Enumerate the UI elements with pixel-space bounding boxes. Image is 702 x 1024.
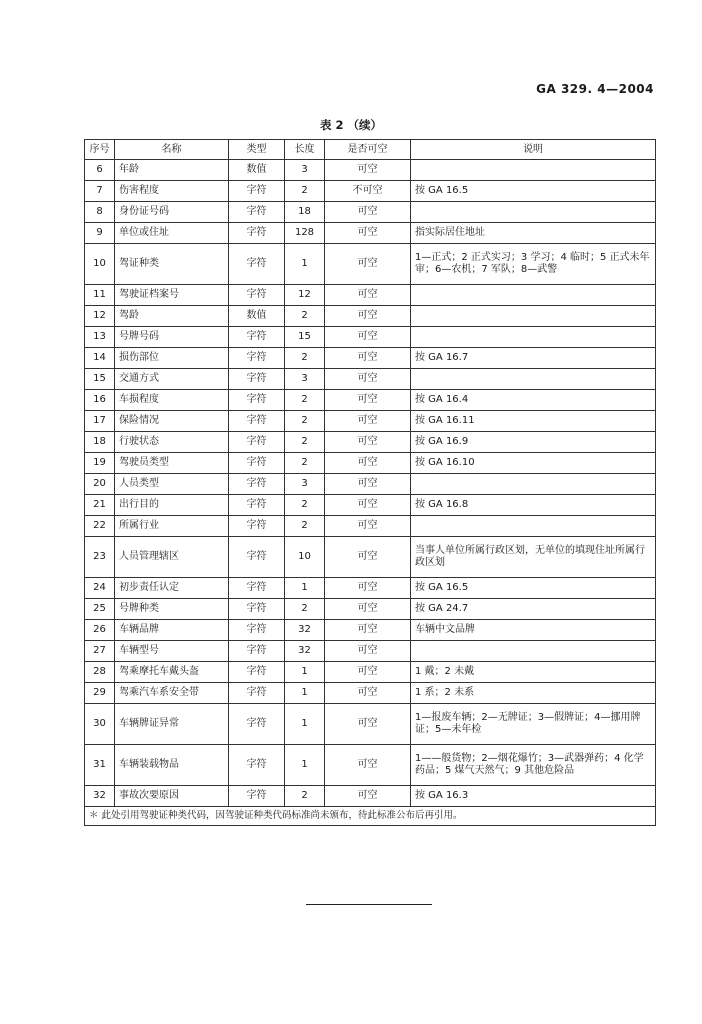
- table-row: [85, 516, 656, 537]
- cell-nullable: 可空: [325, 348, 411, 369]
- end-rule: [306, 904, 432, 905]
- cell-nullable: 可空: [325, 578, 411, 599]
- cell-type: 字符: [229, 285, 285, 306]
- table-row: [85, 662, 656, 683]
- cell-no: 22: [85, 516, 115, 537]
- cell-length: 12: [285, 285, 325, 306]
- cell-type: 字符: [229, 411, 285, 432]
- cell-name: 驾驶证档案号: [115, 285, 229, 306]
- cell-no: 32: [85, 786, 115, 807]
- table-caption: 表 2 （续）: [319, 118, 382, 132]
- cell-description: [411, 369, 656, 390]
- cell-nullable: 可空: [325, 599, 411, 620]
- cell-nullable: 可空: [325, 495, 411, 516]
- cell-description: [411, 306, 656, 327]
- table-row: [85, 495, 656, 516]
- cell-type: 字符: [229, 620, 285, 641]
- cell-type: 字符: [229, 327, 285, 348]
- cell-name: 车辆型号: [115, 641, 229, 662]
- cell-name: 驾证种类: [115, 244, 229, 285]
- cell-description: 按 GA 16.3: [411, 786, 656, 807]
- cell-description: [411, 516, 656, 537]
- cell-name: 事故次要原因: [115, 786, 229, 807]
- cell-no: 6: [85, 160, 115, 181]
- cell-no: 24: [85, 578, 115, 599]
- cell-no: 21: [85, 495, 115, 516]
- table-row: [85, 244, 656, 285]
- table-row: [85, 411, 656, 432]
- cell-description: 1—报废车辆；2—无牌证；3—假牌证；4—挪用牌证；5—未年检: [411, 704, 656, 745]
- cell-length: 18: [285, 202, 325, 223]
- cell-nullable: 可空: [325, 704, 411, 745]
- cell-length: 1: [285, 704, 325, 745]
- cell-nullable: 可空: [325, 160, 411, 181]
- cell-length: 2: [285, 390, 325, 411]
- cell-nullable: 可空: [325, 516, 411, 537]
- table-body: [85, 160, 656, 807]
- cell-length: 15: [285, 327, 325, 348]
- cell-name: 号牌号码: [115, 327, 229, 348]
- cell-description: [411, 327, 656, 348]
- cell-no: 27: [85, 641, 115, 662]
- cell-nullable: 可空: [325, 453, 411, 474]
- table-row: [85, 599, 656, 620]
- cell-type: 字符: [229, 202, 285, 223]
- table-header-row: [85, 140, 656, 160]
- cell-length: 2: [285, 306, 325, 327]
- cell-nullable: 可空: [325, 683, 411, 704]
- table-row: [85, 537, 656, 578]
- cell-type: 字符: [229, 495, 285, 516]
- cell-description: [411, 160, 656, 181]
- cell-no: 9: [85, 223, 115, 244]
- cell-description: 1 系；2 未系: [411, 683, 656, 704]
- cell-length: 2: [285, 181, 325, 202]
- cell-no: 20: [85, 474, 115, 495]
- cell-name: 单位或住址: [115, 223, 229, 244]
- cell-no: 25: [85, 599, 115, 620]
- cell-length: 32: [285, 641, 325, 662]
- cell-type: 字符: [229, 578, 285, 599]
- table-row: [85, 160, 656, 181]
- table-row: [85, 369, 656, 390]
- cell-type: 字符: [229, 516, 285, 537]
- cell-type: 字符: [229, 683, 285, 704]
- cell-description: 按 GA 16.10: [411, 453, 656, 474]
- cell-type: 数值: [229, 160, 285, 181]
- cell-no: 29: [85, 683, 115, 704]
- cell-description: [411, 641, 656, 662]
- table-row: [85, 306, 656, 327]
- cell-nullable: 可空: [325, 641, 411, 662]
- cell-name: 号牌种类: [115, 599, 229, 620]
- table-row: [85, 704, 656, 745]
- col-header-length: 长度: [285, 140, 325, 160]
- cell-no: 28: [85, 662, 115, 683]
- cell-description: 按 GA 16.5: [411, 578, 656, 599]
- cell-name: 交通方式: [115, 369, 229, 390]
- cell-name: 损伤部位: [115, 348, 229, 369]
- cell-type: 数值: [229, 306, 285, 327]
- cell-type: 字符: [229, 786, 285, 807]
- cell-length: 2: [285, 786, 325, 807]
- cell-description: 1 戴；2 未戴: [411, 662, 656, 683]
- cell-name: 驾驶员类型: [115, 453, 229, 474]
- cell-no: 19: [85, 453, 115, 474]
- cell-name: 驾乘摩托车戴头盔: [115, 662, 229, 683]
- cell-length: 32: [285, 620, 325, 641]
- cell-type: 字符: [229, 348, 285, 369]
- cell-name: 车辆牌证异常: [115, 704, 229, 745]
- table-row: [85, 683, 656, 704]
- cell-nullable: 可空: [325, 662, 411, 683]
- cell-name: 保险情况: [115, 411, 229, 432]
- cell-length: 2: [285, 516, 325, 537]
- cell-description: [411, 474, 656, 495]
- table-row: [85, 390, 656, 411]
- cell-name: 车损程度: [115, 390, 229, 411]
- cell-name: 驾龄: [115, 306, 229, 327]
- cell-description: 按 GA 16.8: [411, 495, 656, 516]
- cell-nullable: 可空: [325, 306, 411, 327]
- cell-nullable: 可空: [325, 786, 411, 807]
- cell-no: 13: [85, 327, 115, 348]
- table-row: [85, 327, 656, 348]
- cell-name: 伤害程度: [115, 181, 229, 202]
- cell-nullable: 可空: [325, 327, 411, 348]
- field-table: [84, 139, 656, 826]
- cell-description: 按 GA 16.11: [411, 411, 656, 432]
- cell-name: 出行目的: [115, 495, 229, 516]
- cell-name: 车辆品牌: [115, 620, 229, 641]
- table-row: [85, 285, 656, 306]
- cell-nullable: 可空: [325, 369, 411, 390]
- col-header-no: 序号: [85, 140, 115, 160]
- cell-type: 字符: [229, 432, 285, 453]
- footnote: ＊ 此处引用驾驶证种类代码，因驾驶证种类代码标准尚未颁布，待此标准公布后再引用。: [85, 807, 656, 826]
- cell-type: 字符: [229, 537, 285, 578]
- cell-length: 2: [285, 453, 325, 474]
- cell-nullable: 可空: [325, 244, 411, 285]
- cell-length: 3: [285, 160, 325, 181]
- cell-name: 行驶状态: [115, 432, 229, 453]
- cell-nullable: 可空: [325, 202, 411, 223]
- cell-description: [411, 285, 656, 306]
- cell-no: 18: [85, 432, 115, 453]
- table-row: [85, 348, 656, 369]
- table-row: [85, 432, 656, 453]
- table-row: [85, 202, 656, 223]
- cell-name: 人员类型: [115, 474, 229, 495]
- cell-no: 17: [85, 411, 115, 432]
- cell-no: 16: [85, 390, 115, 411]
- cell-nullable: 可空: [325, 745, 411, 786]
- table-row: [85, 474, 656, 495]
- table-row: [85, 223, 656, 244]
- cell-nullable: 可空: [325, 411, 411, 432]
- cell-description: [411, 202, 656, 223]
- cell-description: 按 GA 24.7: [411, 599, 656, 620]
- cell-no: 7: [85, 181, 115, 202]
- cell-description: 按 GA 16.5: [411, 181, 656, 202]
- cell-description: 按 GA 16.4: [411, 390, 656, 411]
- cell-type: 字符: [229, 244, 285, 285]
- cell-name: 人员管理辖区: [115, 537, 229, 578]
- cell-length: 2: [285, 495, 325, 516]
- cell-length: 1: [285, 683, 325, 704]
- cell-description: 当事人单位所属行政区划，无单位的填现住址所属行政区划: [411, 537, 656, 578]
- cell-length: 3: [285, 474, 325, 495]
- cell-name: 初步责任认定: [115, 578, 229, 599]
- cell-length: 1: [285, 745, 325, 786]
- cell-description: 1——般货物；2—烟花爆竹；3—武器弹药；4 化学药品；5 煤气天然气；9 其他危险品: [411, 745, 656, 786]
- cell-no: 12: [85, 306, 115, 327]
- cell-nullable: 可空: [325, 223, 411, 244]
- cell-description: 车辆中文品牌: [411, 620, 656, 641]
- table-row: [85, 620, 656, 641]
- cell-no: 26: [85, 620, 115, 641]
- cell-name: 车辆装载物品: [115, 745, 229, 786]
- cell-length: 1: [285, 244, 325, 285]
- cell-description: 指实际居住地址: [411, 223, 656, 244]
- cell-type: 字符: [229, 474, 285, 495]
- cell-nullable: 可空: [325, 285, 411, 306]
- cell-nullable: 可空: [325, 474, 411, 495]
- table-row: [85, 453, 656, 474]
- table-row: [85, 181, 656, 202]
- col-header-name: 名称: [115, 140, 229, 160]
- cell-description: 按 GA 16.9: [411, 432, 656, 453]
- col-header-nullable: 是否可空: [325, 140, 411, 160]
- cell-nullable: 可空: [325, 390, 411, 411]
- cell-nullable: 可空: [325, 537, 411, 578]
- cell-length: 2: [285, 432, 325, 453]
- col-header-type: 类型: [229, 140, 285, 160]
- cell-no: 31: [85, 745, 115, 786]
- table-row: [85, 578, 656, 599]
- cell-length: 2: [285, 599, 325, 620]
- cell-length: 128: [285, 223, 325, 244]
- cell-no: 10: [85, 244, 115, 285]
- cell-type: 字符: [229, 704, 285, 745]
- cell-length: 1: [285, 578, 325, 599]
- cell-nullable: 不可空: [325, 181, 411, 202]
- cell-type: 字符: [229, 390, 285, 411]
- cell-length: 3: [285, 369, 325, 390]
- standard-code: GA 329. 4—2004: [536, 82, 654, 96]
- cell-type: 字符: [229, 223, 285, 244]
- cell-no: 14: [85, 348, 115, 369]
- cell-no: 23: [85, 537, 115, 578]
- table-row: [85, 786, 656, 807]
- cell-name: 年龄: [115, 160, 229, 181]
- cell-name: 所属行业: [115, 516, 229, 537]
- cell-no: 11: [85, 285, 115, 306]
- cell-name: 驾乘汽车系安全带: [115, 683, 229, 704]
- cell-type: 字符: [229, 369, 285, 390]
- cell-type: 字符: [229, 453, 285, 474]
- cell-length: 2: [285, 411, 325, 432]
- cell-no: 15: [85, 369, 115, 390]
- table-row: [85, 641, 656, 662]
- cell-length: 1: [285, 662, 325, 683]
- cell-type: 字符: [229, 745, 285, 786]
- footnote-row: [85, 807, 656, 826]
- cell-length: 10: [285, 537, 325, 578]
- cell-description: 按 GA 16.7: [411, 348, 656, 369]
- table-row: [85, 745, 656, 786]
- cell-description: 1—正式；2 正式实习；3 学习；4 临时；5 正式未年审；6—农机；7 军队；8—武警: [411, 244, 656, 285]
- cell-type: 字符: [229, 662, 285, 683]
- cell-nullable: 可空: [325, 432, 411, 453]
- cell-name: 身份证号码: [115, 202, 229, 223]
- cell-type: 字符: [229, 181, 285, 202]
- cell-type: 字符: [229, 599, 285, 620]
- cell-no: 30: [85, 704, 115, 745]
- cell-length: 2: [285, 348, 325, 369]
- cell-type: 字符: [229, 641, 285, 662]
- cell-nullable: 可空: [325, 620, 411, 641]
- cell-no: 8: [85, 202, 115, 223]
- col-header-description: 说明: [411, 140, 656, 160]
